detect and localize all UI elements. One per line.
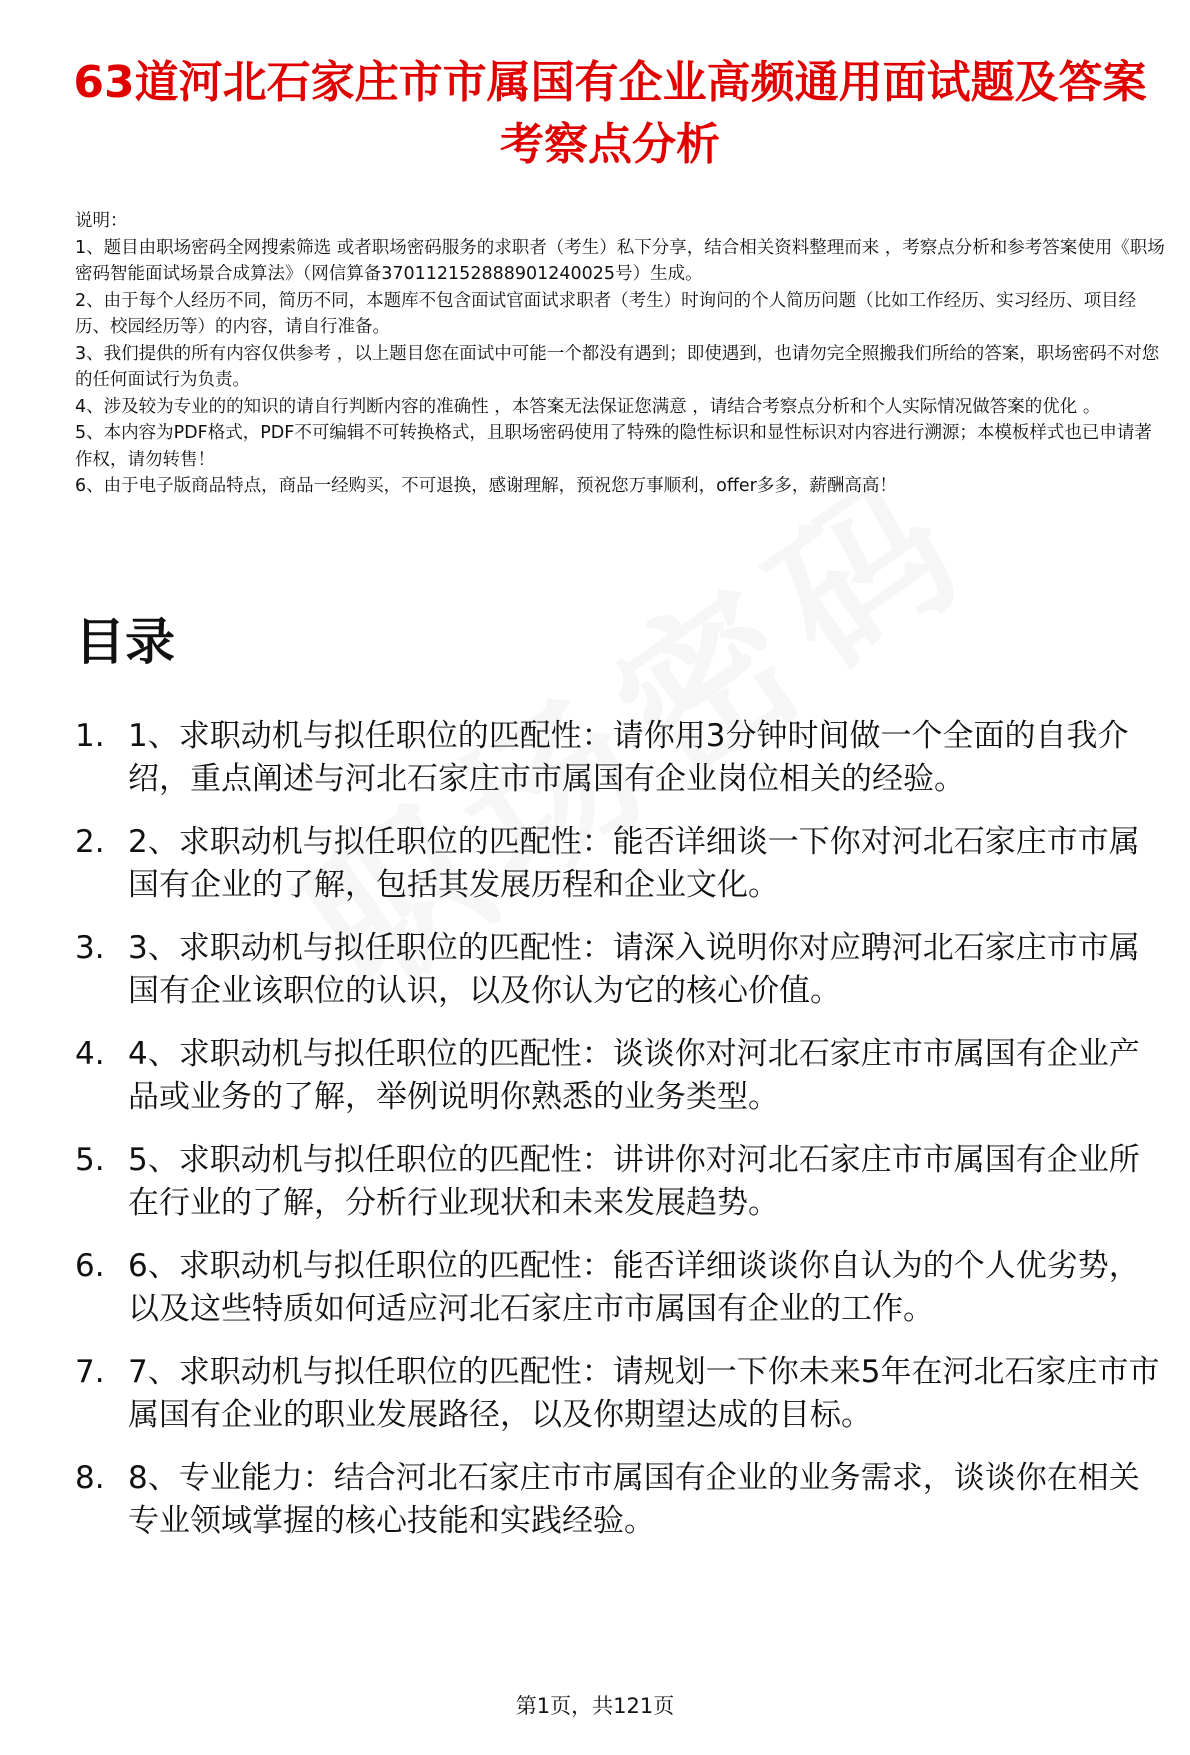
toc-item-text[interactable]: 6、求职动机与拟任职位的匹配性：能否详细谈谈你自认为的个人优劣势，以及这些特质如何适应河北石家庄市市属国有企业的工作。	[128, 1248, 1140, 1327]
toc-item-number: 1.	[75, 718, 105, 754]
notes-item: 4、涉及较为专业的的知识的请自行判断内容的准确性 ，本答案无法保证您满意 ，请结合考察点分析和个人实际情况做答案的优化 。	[75, 396, 1101, 417]
toc-item-text[interactable]: 1、求职动机与拟任职位的匹配性：请你用3分钟时间做一个全面的自我介绍，重点阐述与河北石家庄市市属国有企业岗位相关的经验。	[128, 718, 1129, 797]
toc-item-number: 2.	[75, 824, 105, 860]
toc-heading: 目录	[75, 613, 175, 671]
notes-item: 6、由于电子版商品特点，商品一经购买，不可退换，感谢理解，预祝您万事顺利，offer多多，薪酬高高！	[75, 476, 897, 496]
toc-item[interactable]	[75, 1139, 1170, 1224]
notes-item: 5、本内容为PDF格式，PDF不可编辑不可转换格式，且职场密码使用了特殊的隐性标识和显性标识对内容进行溯源；本模板样式也已申请著作权，请勿转售！	[75, 423, 1152, 470]
notes-item: 2、由于每个人经历不同，简历不同，本题库不包含面试官面试求职者（考生）时询问的个人简历问题（比如工作经历、实习经历、项目经历、校园经历等）的内容，请自行准备。	[75, 290, 1137, 337]
toc-item[interactable]	[75, 927, 1170, 1012]
page-footer: 第1页，共121页	[515, 1694, 675, 1718]
toc-item-text[interactable]: 5、求职动机与拟任职位的匹配性：讲讲你对河北石家庄市市属国有企业所在行业的了解，分析行业现状和未来发展趋势。	[128, 1142, 1140, 1221]
document-title: 63道河北石家庄市市属国有企业高频通用面试题及答案考察点分析	[73, 57, 1147, 170]
toc-item[interactable]	[75, 1457, 1170, 1542]
toc-item-number: 5.	[75, 1142, 105, 1178]
notes-section	[75, 208, 1165, 500]
toc-item-number: 8.	[75, 1460, 105, 1496]
toc-item-text[interactable]: 2、求职动机与拟任职位的匹配性：能否详细谈一下你对河北石家庄市市属国有企业的了解，包括其发展历程和企业文化。	[128, 824, 1140, 903]
toc-item-number: 3.	[75, 930, 105, 966]
notes-item: 1、题目由职场密码全网搜索筛选 或者职场密码服务的求职者（考生）私下分享，结合相关资料整理而来 ，考察点分析和参考答案使用《职场密码智能面试场景合成算法》（网信算备370112152888901240025号）生成。	[75, 237, 1165, 284]
toc-item-text[interactable]: 7、求职动机与拟任职位的匹配性：请规划一下你未来5年在河北石家庄市市属国有企业的职业发展路径，以及你期望达成的目标。	[128, 1354, 1160, 1433]
toc-item[interactable]	[75, 1245, 1170, 1330]
toc-item[interactable]	[75, 821, 1170, 906]
notes-item: 3、我们提供的所有内容仅供参考 ，以上题目您在面试中可能一个都没有遇到；即使遇到，也请勿完全照搬我们所给的答案，职场密码不对您的任何面试行为负责。	[75, 343, 1160, 390]
toc-item-number: 6.	[75, 1248, 105, 1284]
toc-item[interactable]	[75, 1033, 1170, 1118]
notes-heading: 说明：	[75, 211, 128, 231]
toc-item-text[interactable]: 4、求职动机与拟任职位的匹配性：谈谈你对河北石家庄市市属国有企业产品或业务的了解，举例说明你熟悉的业务类型。	[128, 1036, 1140, 1115]
toc-item-number: 7.	[75, 1354, 105, 1390]
toc-item-text[interactable]: 8、专业能力：结合河北石家庄市市属国有企业的业务需求，谈谈你在相关专业领域掌握的核心技能和实践经验。	[128, 1460, 1140, 1539]
toc-item-text[interactable]: 3、求职动机与拟任职位的匹配性：请深入说明你对应聘河北石家庄市市属国有企业该职位的认识，以及你认为它的核心价值。	[128, 930, 1140, 1009]
toc-item-number: 4.	[75, 1036, 105, 1072]
toc-item[interactable]	[75, 715, 1170, 800]
toc-list	[75, 715, 1170, 1563]
toc-item[interactable]	[75, 1351, 1170, 1436]
